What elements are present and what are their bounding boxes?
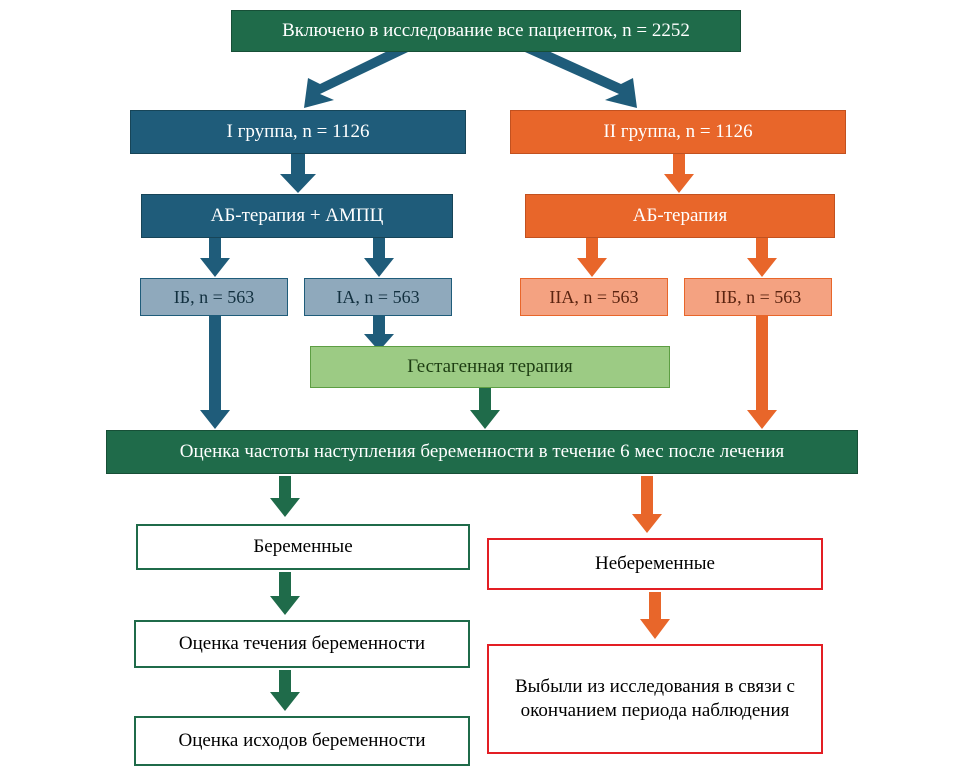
arrow-pregnant-to-course-eval [268, 572, 302, 616]
arrow-therapy1-to-1a [362, 236, 396, 278]
node-pregnant-label: Беременные [253, 536, 353, 558]
node-gestagen-therapy [310, 346, 670, 388]
node-not-pregnant [487, 538, 823, 590]
node-therapy-1-label: АБ-терапия + АМПЦ [210, 205, 384, 227]
node-pregnancy-course-evaluation [134, 620, 470, 668]
node-subgroup-1a [304, 278, 452, 316]
node-therapy-1 [141, 194, 453, 238]
node-subgroup-2a-label: IIА, n = 563 [549, 286, 639, 307]
node-subgroup-1b [140, 278, 288, 316]
arrow-therapy2-to-2a [575, 236, 609, 278]
node-group-2 [510, 110, 846, 154]
node-pregnancy-rate-evaluation [106, 430, 858, 474]
arrow-top-to-group2 [523, 50, 653, 112]
node-pregnancy-course-evaluation-label: Оценка течения беременности [178, 633, 426, 655]
node-subgroup-2b [684, 278, 832, 316]
node-not-pregnant-label: Небеременные [595, 553, 715, 575]
arrow-group2-to-therapy2 [662, 152, 696, 194]
node-therapy-2-label: АБ-терапия [632, 205, 728, 227]
node-group-1-label: I группа, n = 1126 [226, 121, 370, 143]
node-therapy-2 [525, 194, 835, 238]
node-pregnancy-outcome-evaluation-label: Оценка исходов беременности [178, 730, 426, 752]
node-subgroup-1a-label: IА, n = 563 [336, 286, 420, 307]
node-group-2-label: II группа, n = 1126 [603, 121, 753, 143]
node-group-1 [130, 110, 466, 154]
arrow-top-to-group1 [290, 50, 410, 112]
arrow-therapy1-to-1b [198, 236, 232, 278]
arrow-group1-to-therapy1 [278, 152, 318, 194]
arrow-gestagen-to-evaluation [468, 386, 502, 430]
node-subgroup-2a [520, 278, 668, 316]
node-subgroup-2b-label: IIБ, n = 563 [714, 286, 802, 307]
arrow-therapy2-to-2b [745, 236, 779, 278]
node-study-population [231, 10, 741, 52]
node-gestagen-therapy-label: Гестагенная терапия [407, 356, 573, 378]
node-subgroup-1b-label: IБ, n = 563 [173, 286, 255, 307]
arrow-2b-to-evaluation [745, 314, 779, 430]
node-pregnancy-outcome-evaluation [134, 716, 470, 766]
node-study-population-label: Включено в исследование все пациенток, n = 2252 [282, 20, 690, 42]
arrow-1b-to-evaluation [198, 314, 232, 430]
arrow-not-pregnant-to-dropout [638, 592, 672, 640]
arrow-course-eval-to-outcome-eval [268, 670, 302, 712]
node-dropout [487, 644, 823, 754]
arrow-evaluation-to-not-pregnant [630, 476, 664, 534]
node-pregnant [136, 524, 470, 570]
node-dropout-label: Выбыли из исследования в связи с окончанием периода наблюдения [514, 676, 795, 721]
arrow-evaluation-to-pregnant [268, 476, 302, 518]
node-pregnancy-rate-evaluation-label: Оценка частоты наступления беременности в течение 6 мес после лечения [179, 441, 785, 463]
